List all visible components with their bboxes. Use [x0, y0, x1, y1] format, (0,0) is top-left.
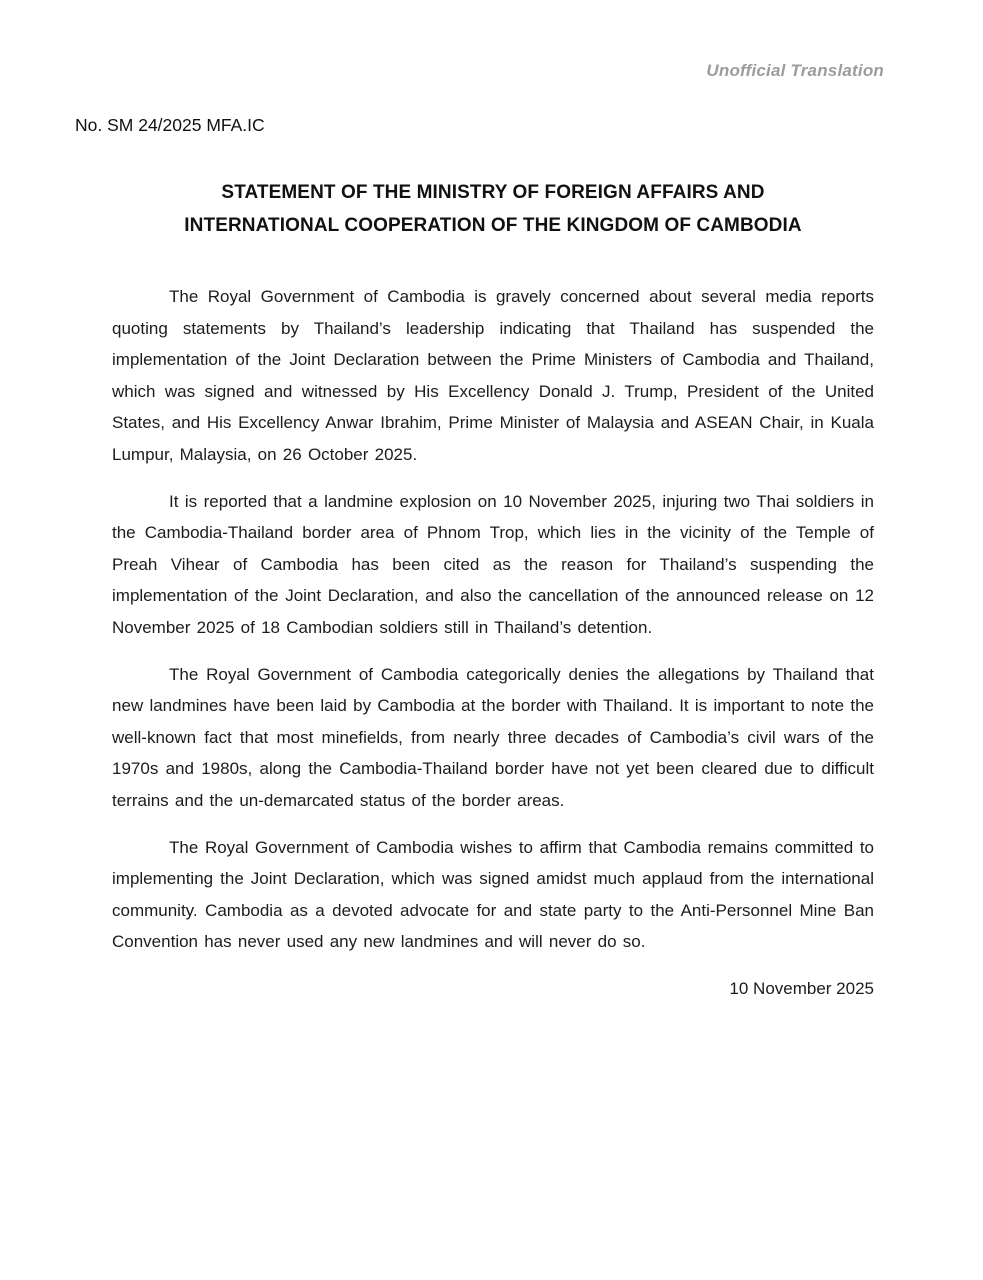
paragraph: The Royal Government of Cambodia is gravely concerned about several media reports quoting statements by Thailand’s leadership indicating that Thailand has suspended the implementation of the Joint Declaration between the Prime Ministers of Cambodia and Thailand, which was signed and witnessed by His Excellency Donald J. Trump, President of the United States, and His Excellency Anwar Ibrahim, Prime Minister of Malaysia and ASEAN Chair, in Kuala Lumpur, Malaysia, on 26 October 2025.: [112, 287, 874, 464]
document-date: 10 November 2025: [729, 978, 874, 998]
paragraph: The Royal Government of Cambodia wishes to affirm that Cambodia remains committed to implementing the Joint Declaration, which was signed amidst much applaud from the international community. Cambodia as a devoted advocate for and state party to the Anti-Personnel Mine Ban Convention has never used any new landmines and will never do so.: [112, 837, 874, 952]
paragraph: It is reported that a landmine explosion on 10 November 2025, injuring two Thai soldiers in the Cambodia-Thailand border area of Phnom Trop, which lies in the vicinity of the Temple of Preah Vihear of Cambodia has been cited as the reason for Thailand’s suspending the implementation of the Joint Declaration, and also the cancellation of the announced release on 12 November 2025 of 18 Cambodian soldiers still in Thailand’s detention.: [112, 491, 874, 637]
reference-number: No. SM 24/2025 MFA.IC: [75, 115, 265, 135]
unofficial-translation-watermark: Unofficial Translation: [706, 61, 884, 80]
document-title: [112, 176, 874, 242]
document-title-line-1: STATEMENT OF THE MINISTRY OF FOREIGN AFFAIRS AND: [221, 182, 765, 203]
document-title-line-2: INTERNATIONAL COOPERATION OF THE KINGDOM OF CAMBODIA: [184, 215, 802, 236]
paragraph: The Royal Government of Cambodia categorically denies the allegations by Thailand that new landmines have been laid by Cambodia at the border with Thailand. It is important to note the well-known fact that most minefields, from nearly three decades of Cambodia’s civil wars of the 1970s and 1980s, along the Cambodia-Thailand border have not yet been cleared due to difficult terrains and the un-demarcated status of the border areas.: [112, 664, 874, 810]
document-body: [112, 281, 874, 958]
document-content: [112, 176, 874, 1004]
